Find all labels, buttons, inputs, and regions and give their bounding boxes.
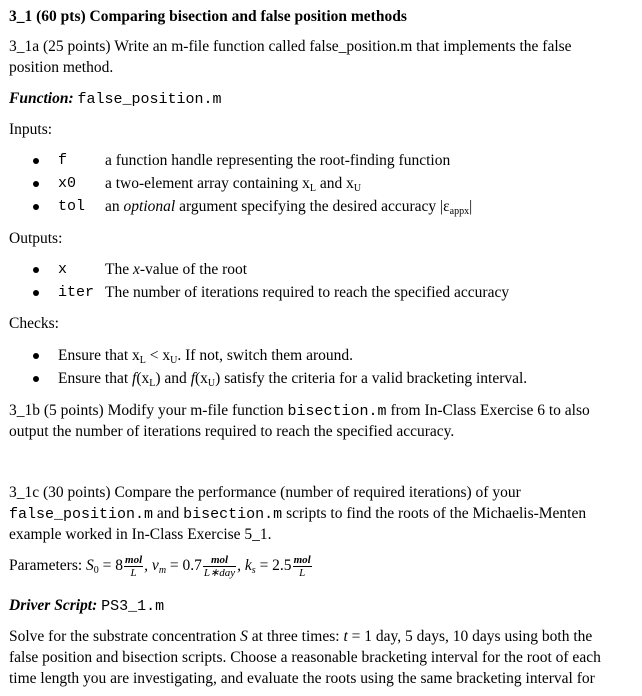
parameters-line: Parameters: $S_0 = 8$ $\frac{\text{mol}}{L}$ , $v_m = 0.7$ $\frac{\text{mol}}{\text{L∗day}}$ , $k_s = 2.5$ $\frac{\text{mol}}{L}$	[9, 553, 311, 579]
section-title: 3_1 (60 pts) Comparing bisection and false position methods	[9, 8, 407, 25]
output-desc-x: The x-value of the root	[105, 261, 248, 278]
check-1: Ensure that $x_L < x_U$. If not, switch them around.	[58, 347, 354, 366]
solve-line2: false position and bisection scripts. Choose a reasonable bracketing interval for the root of each	[9, 649, 601, 666]
part-a-line1: 3_1a (25 points) Write an m-file function called false_position.m that implements the false	[9, 38, 572, 55]
input-desc-x0: a two-element array containing $x_L$ and $x_U$	[105, 175, 362, 194]
part-c-line1: 3_1c (30 points) Compare the performance (number of required iterations) of your	[9, 484, 521, 501]
check-2: Ensure that $f(x_L)$ and $f(x_U)$ satisfy the criteria for a valid bracketing interval.	[58, 370, 528, 389]
function-label: Function	[9, 90, 69, 107]
bullet-icon	[33, 290, 39, 296]
bullet-icon	[33, 158, 39, 164]
part-b-line2: output the number of iterations required to reach the specified accuracy.	[9, 423, 455, 440]
input-desc-tol: an optional argument specifying the desired accuracy $|\varepsilon_{appx}|$	[105, 198, 473, 217]
input-name-f: f	[58, 152, 68, 169]
driver-label: Driver Script	[9, 597, 93, 614]
part-c-line2: false_position.m and bisection.m scripts to find the roots of the Michaelis-Menten	[9, 505, 587, 523]
solve-line3: time length you are investigating, and evaluate the roots using the same bracketing interval for	[9, 670, 595, 687]
solve-line1: Solve for the substrate concentration S at three times: t = 1 day, 5 days, 10 days using both the	[9, 628, 593, 645]
input-name-tol: tol	[58, 198, 86, 215]
output-desc-iter: The number of iterations required to reach the specified accuracy	[105, 284, 510, 301]
part-a-line2: position method.	[9, 59, 114, 76]
driver-name: PS3_1.m	[101, 598, 165, 615]
checks-heading: Checks:	[9, 315, 59, 332]
bullet-icon	[33, 204, 39, 210]
output-name-iter: iter	[58, 284, 95, 301]
input-name-x0: x0	[58, 175, 77, 192]
part-b-line1: 3_1b (5 points) Modify your m-file function bisection.m from In-Class Exercise 6 to also	[9, 402, 590, 420]
bullet-icon	[33, 376, 39, 382]
bullet-icon	[33, 181, 39, 187]
function-line: Function: false_position.m	[9, 90, 222, 108]
function-name: false_position.m	[77, 91, 222, 108]
input-desc-f: a function handle representing the root-finding function	[105, 152, 451, 169]
bullet-icon	[33, 267, 39, 273]
part-c-line3: example worked in In-Class Exercise 5_1.	[9, 526, 272, 543]
inputs-heading: Inputs:	[9, 121, 53, 138]
driver-line: Driver Script: PS3_1.m	[9, 597, 165, 615]
bullet-icon	[33, 353, 39, 359]
outputs-heading: Outputs:	[9, 230, 63, 247]
output-name-x: x	[58, 261, 68, 278]
